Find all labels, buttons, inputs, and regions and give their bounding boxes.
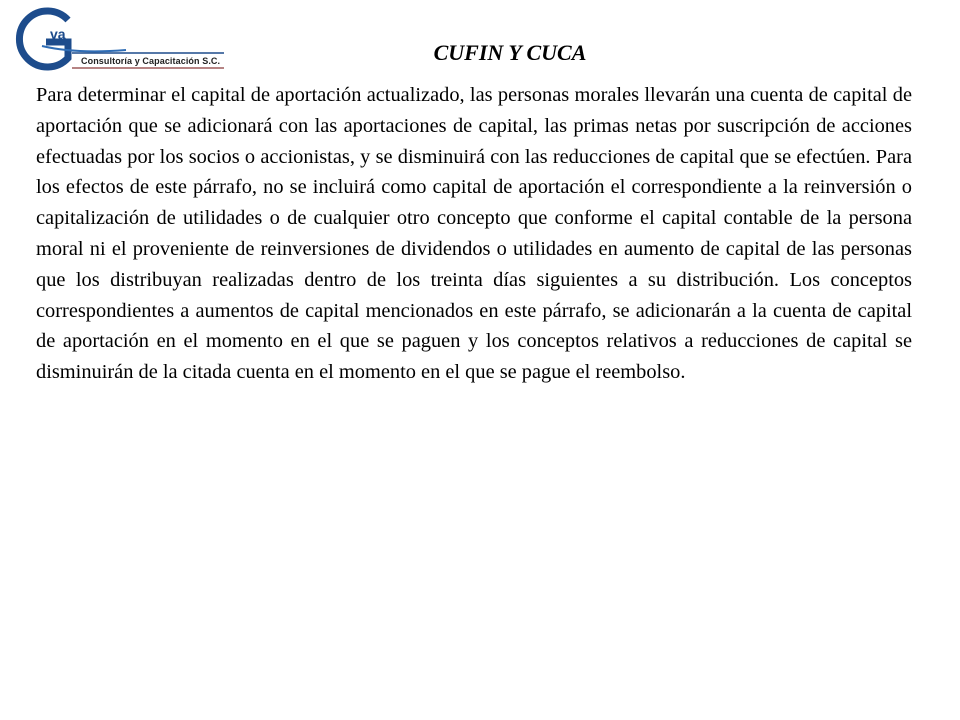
logo-tagline: Consultoría y Capacitación S.C. [81,56,221,66]
logo-va-text: va [50,26,66,42]
slide-title: CUFIN Y CUCA [433,40,587,65]
company-logo [6,6,226,74]
body-paragraph: Para determinar el capital de aportación actualizado, las personas morales llevarán una cuenta de capital de aportación que se adicionará con las aportaciones de capital, las primas netas por suscripción de acciones efectuadas por los socios o accionistas, y se disminuirá con las reducciones de capital que se efectúen. Para los efectos de este párrafo, no se incluirá como capital de aportación el correspondiente a la reinversión o capitalización de utilidades o de cualquier otro concepto que conforme el capital contable de la persona moral ni el proveniente de reinversiones de dividendos o utilidades en aumento de capital de las personas que los distribuyan realizadas dentro de los treinta días siguientes a su distribución. Los conceptos correspondientes a aumentos de capital mencionados en este párrafo, se adicionarán a la cuenta de capital de aportación en el momento en el que se paguen y los conceptos relativos a reducciones de capital se disminuirán de la citada cuenta en el momento en el que se pague el reembolso. [36,84,912,384]
logo-swoosh [42,46,126,51]
